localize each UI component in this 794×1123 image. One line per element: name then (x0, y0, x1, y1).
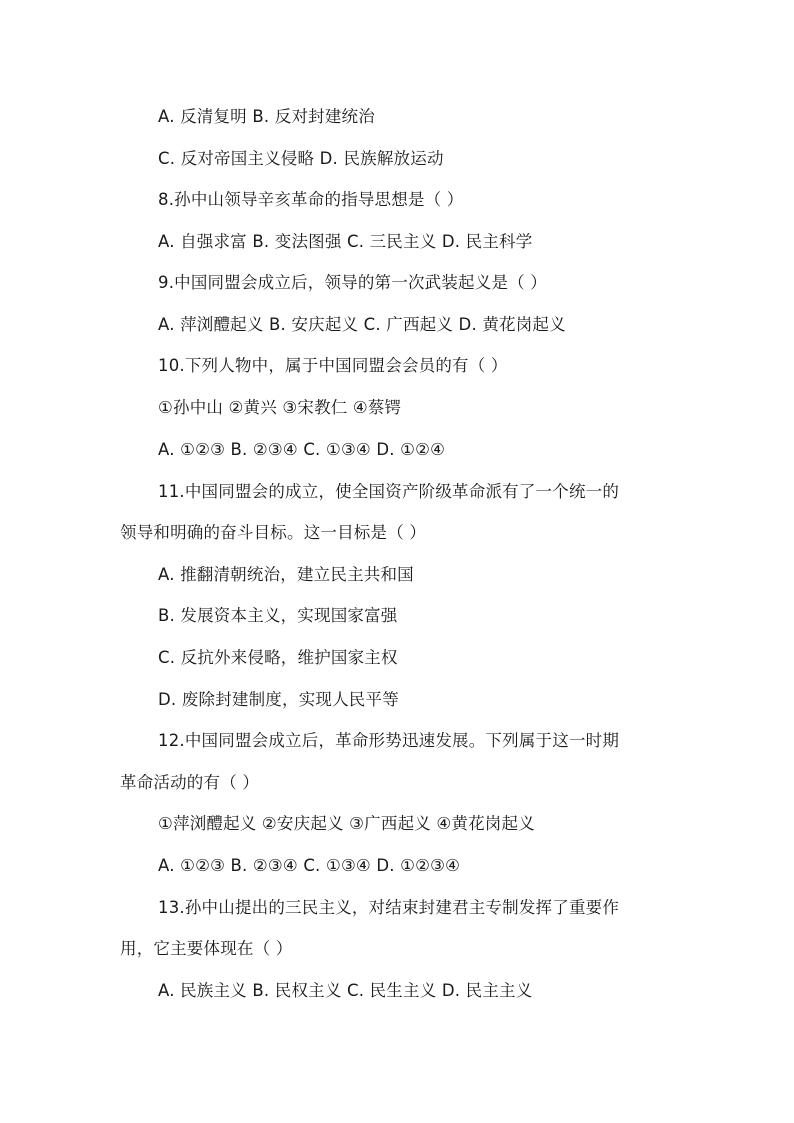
q8-options: A. 自强求富 B. 变法图强 C. 三民主义 D. 民主科学 (158, 232, 533, 251)
q10-items: ①孙中山 ②黄兴 ③宋教仁 ④蔡锷 (158, 398, 402, 417)
q11-option-a: A. 推翻清朝统治，建立民主共和国 (158, 565, 414, 584)
q7-options-ab: A. 反清复明 B. 反对封建统治 (158, 107, 375, 126)
q13-stem-line1: 13.孙中山提出的三民主义，对结束封建君主专制发挥了重要作 (158, 898, 620, 917)
q11-option-c: C. 反抗外来侵略，维护国家主权 (158, 648, 398, 667)
q12-options: A. ①②③ B. ②③④ C. ①③④ D. ①②③④ (158, 856, 461, 875)
q11-option-d: D. 废除封建制度，实现人民平等 (158, 690, 399, 709)
q12-stem-line2: 革命活动的有（ ） (120, 773, 260, 792)
q9-options: A. 萍浏醴起义 B. 安庆起义 C. 广西起义 D. 黄花岗起义 (158, 315, 566, 334)
q12-stem-line1: 12.中国同盟会成立后，革命形势迅速发展。下列属于这一时期 (158, 731, 620, 750)
q11-stem-line1: 11.中国同盟会的成立，使全国资产阶级革命派有了一个统一的 (158, 482, 620, 501)
q13-options: A. 民族主义 B. 民权主义 C. 民生主义 D. 民主主义 (158, 981, 533, 1000)
q10-options: A. ①②③ B. ②③④ C. ①③④ D. ①②④ (158, 440, 446, 459)
q7-options-cd: C. 反对帝国主义侵略 D. 民族解放运动 (158, 149, 444, 168)
q8-stem: 8.孙中山领导辛亥革命的指导思想是（ ） (158, 190, 464, 209)
q11-option-b: B. 发展资本主义，实现国家富强 (158, 606, 398, 625)
q12-items: ①萍浏醴起义 ②安庆起义 ③广西起义 ④黄花岗起义 (158, 814, 535, 833)
q10-stem: 10.下列人物中，属于中国同盟会会员的有（ ） (158, 356, 508, 375)
q9-stem: 9.中国同盟会成立后，领导的第一次武装起义是（ ） (158, 273, 547, 292)
q13-stem-line2: 用，它主要体现在（ ） (120, 939, 293, 958)
q11-stem-line2: 领导和明确的奋斗目标。这一目标是（ ） (120, 523, 427, 542)
